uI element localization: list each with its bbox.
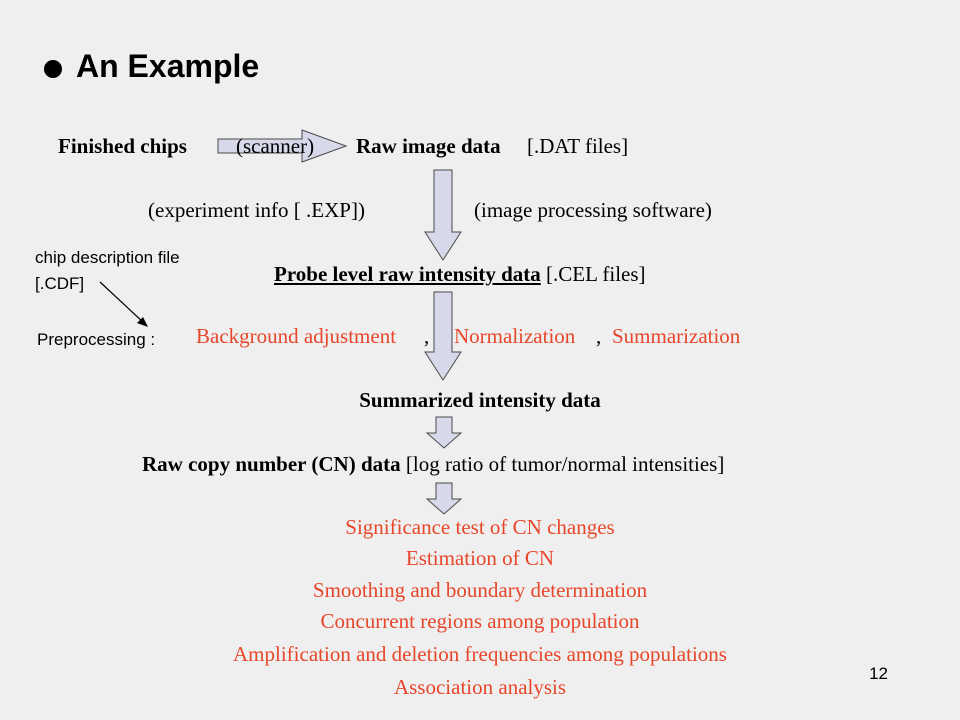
down-arrow-1 — [425, 170, 461, 260]
summarization-label: Summarization — [612, 324, 741, 348]
analysis-item-4: Concurrent regions among population — [320, 609, 640, 633]
raw-image-data-label: Raw image data — [356, 134, 501, 158]
summarized-intensity-label: Summarized intensity data — [359, 388, 601, 412]
probe-level-label: Probe level raw intensity data — [274, 262, 541, 286]
analysis-item-5: Amplification and deletion frequencies among populations — [233, 642, 727, 666]
down-arrow-3 — [427, 417, 461, 448]
analysis-item-1: Significance test of CN changes — [345, 515, 615, 539]
chip-description-label: chip description file — [35, 248, 180, 267]
probe-level-row — [274, 262, 646, 287]
preprocessing-label: Preprocessing : — [37, 330, 156, 349]
analysis-item-6: Association analysis — [393, 675, 567, 699]
analysis-item-2: Estimation of CN — [405, 546, 555, 570]
normalization-label: Normalization — [454, 324, 576, 348]
slide-title: An Example — [76, 48, 260, 84]
experiment-info-label: (experiment info [ .EXP]) — [148, 198, 365, 222]
comma-2: , — [596, 324, 602, 348]
cdf-pointer-line — [100, 282, 144, 323]
image-software-label: (image processing software) — [474, 198, 712, 222]
log-ratio-label: [log ratio of tumor/normal intensities] — [405, 452, 725, 476]
background-adjustment-label: Background adjustment — [196, 324, 397, 348]
cel-files-label: [.CEL files] — [546, 262, 646, 286]
finished-chips-label: Finished chips — [58, 134, 187, 158]
analysis-item-3: Smoothing and boundary determination — [312, 578, 648, 602]
page-number: 12 — [869, 664, 888, 683]
cdf-label: [.CDF] — [35, 274, 85, 293]
down-arrow-4 — [427, 483, 461, 514]
comma-1: , — [424, 324, 430, 348]
scanner-label: (scanner) — [236, 134, 315, 158]
raw-cn-label: Raw copy number (CN) data — [142, 452, 401, 476]
dat-files-label: [.DAT files] — [527, 134, 629, 158]
raw-cn-row — [142, 452, 724, 477]
